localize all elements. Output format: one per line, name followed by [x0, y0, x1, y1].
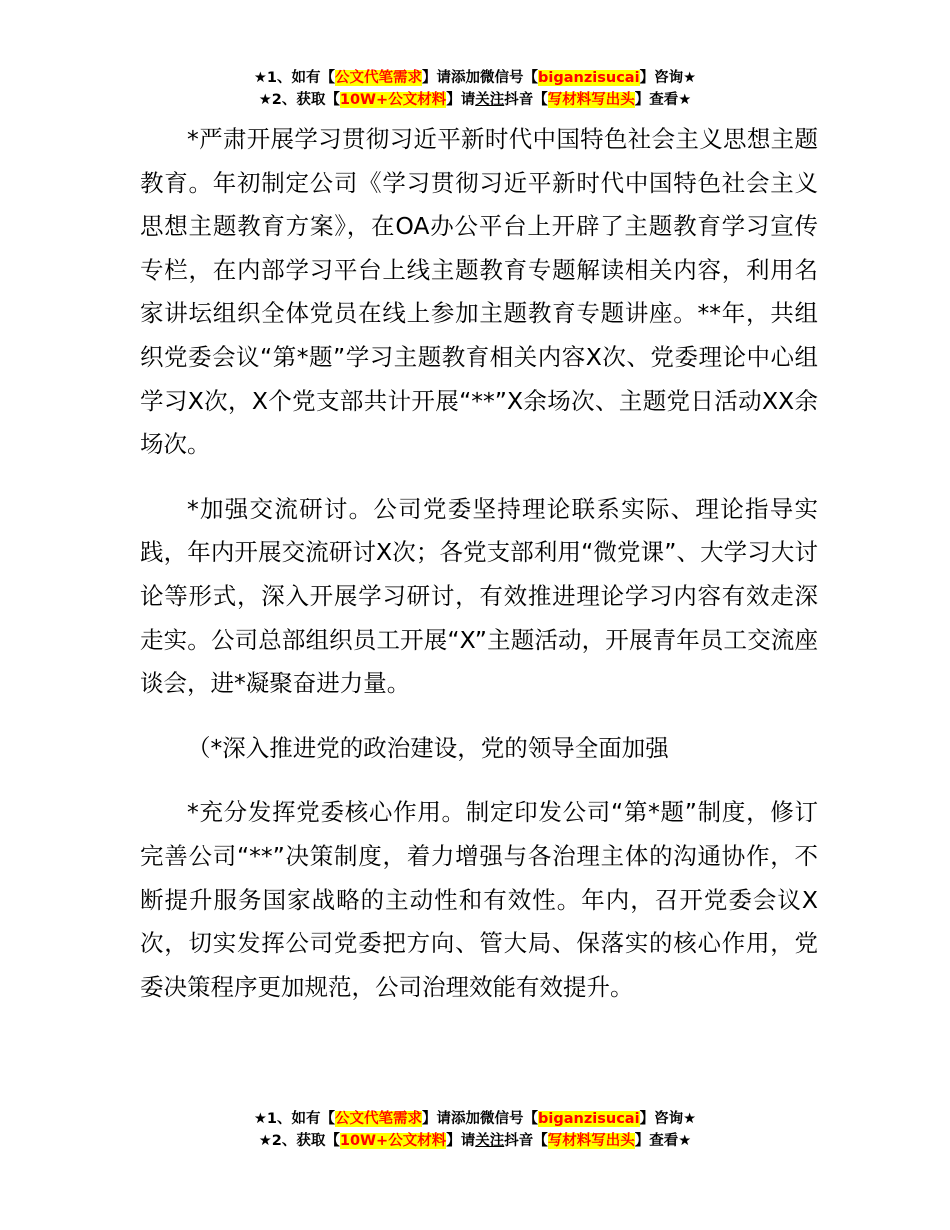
highlight-service: 公文代笔需求	[335, 1111, 423, 1127]
star-icon: ★	[683, 70, 697, 86]
header-notice	[0, 67, 950, 111]
notice-text: 】查看	[634, 92, 679, 108]
highlight-wechat-id: biganzisucai	[538, 1111, 640, 1127]
underlined-follow: 关注	[475, 1133, 505, 1149]
notice-text: 2、获取【	[271, 1133, 340, 1149]
notice-text: 抖音【	[504, 1133, 548, 1149]
star-icon: ★	[678, 92, 692, 108]
notice-text: 】请添加微信号【	[422, 70, 539, 86]
notice-line-1	[0, 1108, 950, 1130]
footer-notice	[0, 1108, 950, 1152]
notice-text: 抖音【	[504, 92, 548, 108]
underlined-follow: 关注	[475, 92, 505, 108]
star-icon: ★	[678, 1133, 692, 1149]
notice-text: 】请	[446, 92, 476, 108]
notice-text: 】查看	[634, 1133, 679, 1149]
notice-text: 1、如有【	[266, 1111, 336, 1127]
notice-text: 】请	[446, 1133, 476, 1149]
highlight-wechat-id: biganzisucai	[538, 70, 640, 86]
paragraph-theme-education: *严肃开展学习贯彻习近平新时代中国特色社会主义思想主题教育。年初制定公司《学习贯彻习近平新时代中国特色社会主义思想主题教育方案》，在OA办公平台上开辟了主题教育学习宣传专栏，在内部学习平台上线主题教育专题解读相关内容，利用名家讲坛组织全体党员在线上参加主题教育专题讲座。**年，共组织党委会议“第*题”学习主题教育相关内容X次、党委理论中心组学习X次，X个党支部共计开展“**”X余场次、主题党日活动XX余场次。	[140, 125, 818, 459]
notice-text: 】请添加微信号【	[422, 1111, 539, 1127]
highlight-account: 写材料写出头	[547, 1133, 635, 1149]
notice-text: 2、获取【	[271, 92, 340, 108]
notice-text: 】咨询	[639, 1111, 684, 1127]
paragraph-exchange-discussion: *加强交流研讨。公司党委坚持理论联系实际、理论指导实践，年内开展交流研讨X次；各党支部利用“微党课”、大学习大讨论等形式，深入开展学习研讨，有效推进理论学习内容有效走深走实。公司总部组织员工开展“X”主题活动，开展青年员工交流座谈会，进*凝聚奋进力量。	[140, 494, 818, 698]
notice-text: 】咨询	[639, 70, 684, 86]
highlight-materials: 10W+公文材料	[339, 1133, 447, 1149]
star-icon: ★	[258, 92, 272, 108]
notice-line-2	[0, 1130, 950, 1152]
section-heading-political-construction: （*深入推进党的政治建设，党的领导全面加强	[187, 733, 669, 762]
highlight-service: 公文代笔需求	[335, 70, 423, 86]
star-icon: ★	[253, 1111, 267, 1127]
highlight-materials: 10W+公文材料	[339, 92, 447, 108]
document-body	[140, 118, 818, 1009]
star-icon: ★	[253, 70, 267, 86]
paragraph-party-committee-role: *充分发挥党委核心作用。制定印发公司“第*题”制度，修订完善公司“**”决策制度，着力增强与各治理主体的沟通协作，不断提升服务国家战略的主动性和有效性。年内，召开党委会议X次，切实发挥公司党委把方向、管大局、保落实的核心作用，党委决策程序更加规范，公司治理效能有效提升。	[140, 798, 818, 1001]
star-icon: ★	[683, 1111, 697, 1127]
notice-line-1	[0, 67, 950, 89]
highlight-account: 写材料写出头	[547, 92, 635, 108]
star-icon: ★	[258, 1133, 272, 1149]
notice-line-2	[0, 89, 950, 111]
notice-text: 1、如有【	[266, 70, 336, 86]
